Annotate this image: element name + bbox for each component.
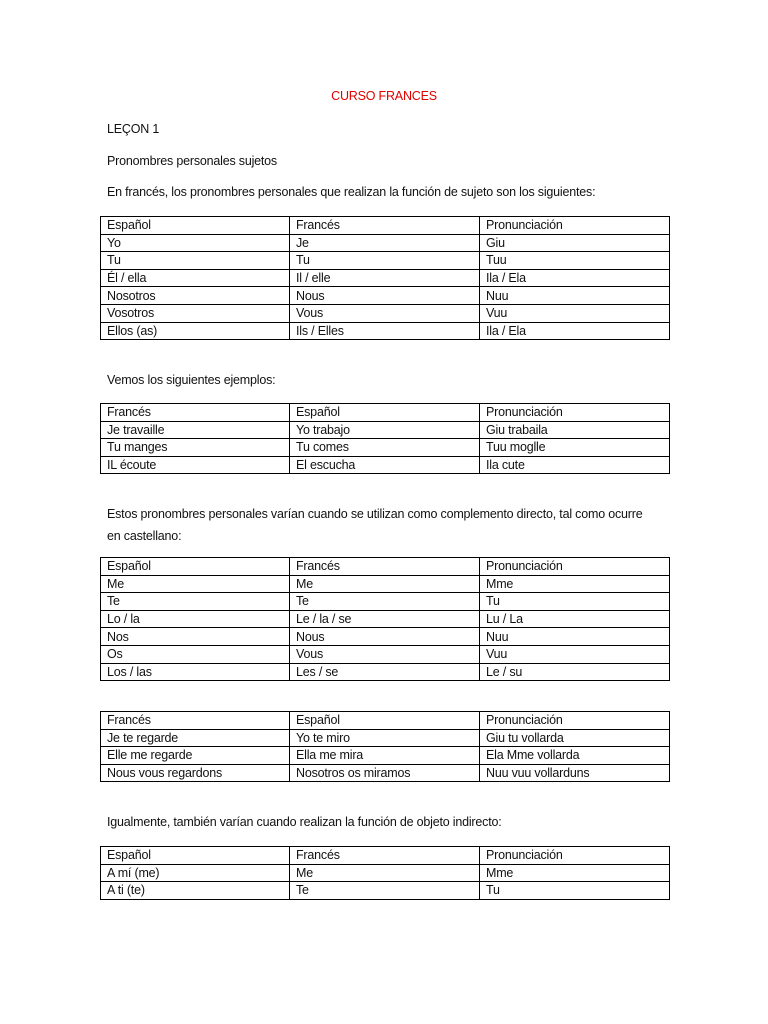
table-row <box>101 610 670 628</box>
table-cell: Ella me mira <box>290 747 480 765</box>
table-cell: Je travaille <box>101 421 290 439</box>
intro-text: En francés, los pronombres personales que realizan la función de sujeto son los siguientes: <box>107 185 596 199</box>
table-cell: Los / las <box>101 663 290 681</box>
table-row <box>101 439 670 457</box>
table-cell: Nuu vuu vollarduns <box>480 764 670 782</box>
table-header-cell: Pronunciación <box>480 712 670 730</box>
table-cell: Vuu <box>480 645 670 663</box>
table-header-cell: Pronunciación <box>480 558 670 576</box>
table-cell: Vous <box>290 304 480 322</box>
table-row <box>101 234 670 252</box>
table-cell: Me <box>290 864 480 882</box>
table-row <box>101 322 670 340</box>
table-header-cell: Pronunciación <box>480 404 670 422</box>
indirect-object-intro-text: Igualmente, también varían cuando realizan la función de objeto indirecto: <box>107 815 502 829</box>
table-cell: Me <box>101 575 290 593</box>
table-cell: Tu <box>290 252 480 270</box>
table-cell: Os <box>101 645 290 663</box>
table-row <box>101 747 670 765</box>
table-cell: Tu manges <box>101 439 290 457</box>
table-cell: Lo / la <box>101 610 290 628</box>
document-title: CURSO FRANCES <box>331 89 437 103</box>
table-cell: Tu <box>480 593 670 611</box>
table-cell: Ils / Elles <box>290 322 480 340</box>
table-cell: Mme <box>480 864 670 882</box>
table-cell: Yo te miro <box>290 729 480 747</box>
table-header-row <box>101 404 670 422</box>
table-cell: Giu tu vollarda <box>480 729 670 747</box>
table-header-cell: Español <box>290 712 480 730</box>
table-header-cell: Pronunciación <box>480 847 670 865</box>
table-cell: El escucha <box>290 456 480 474</box>
table-cell: A ti (te) <box>101 882 290 900</box>
table-cell: Nous <box>290 628 480 646</box>
table-cell: Il / elle <box>290 269 480 287</box>
table-cell: Ila cute <box>480 456 670 474</box>
table-cell: Te <box>290 882 480 900</box>
table-row <box>101 252 670 270</box>
table-cell: Le / la / se <box>290 610 480 628</box>
table-cell: Vosotros <box>101 304 290 322</box>
table-row <box>101 456 670 474</box>
table-row <box>101 269 670 287</box>
table-cell: Vous <box>290 645 480 663</box>
indirect-object-pronouns-table <box>100 846 670 900</box>
table-cell: Vuu <box>480 304 670 322</box>
lesson-heading: LEÇON 1 <box>107 122 160 136</box>
table-row <box>101 645 670 663</box>
table-cell: Nuu <box>480 287 670 305</box>
table-cell: Te <box>101 593 290 611</box>
table-row <box>101 421 670 439</box>
table-cell: Ila / Ela <box>480 322 670 340</box>
table-header-row <box>101 217 670 235</box>
table-cell: Tuu moglle <box>480 439 670 457</box>
table-row <box>101 882 670 900</box>
table-row <box>101 287 670 305</box>
table-header-row <box>101 558 670 576</box>
table-header-cell: Español <box>101 558 290 576</box>
subject-examples-table <box>100 403 670 474</box>
table-cell: A mí (me) <box>101 864 290 882</box>
subject-pronouns-table <box>100 216 670 340</box>
table-header-cell: Francés <box>101 404 290 422</box>
table-cell: Ela Mme vollarda <box>480 747 670 765</box>
table-cell: Él / ella <box>101 269 290 287</box>
table-cell: Yo <box>101 234 290 252</box>
table-cell: Nosotros os miramos <box>290 764 480 782</box>
table-cell: Ellos (as) <box>101 322 290 340</box>
table-cell: Le / su <box>480 663 670 681</box>
table-cell: Les / se <box>290 663 480 681</box>
table-header-cell: Francés <box>290 847 480 865</box>
table-cell: Tuu <box>480 252 670 270</box>
table-row <box>101 628 670 646</box>
table-header-cell: Español <box>101 847 290 865</box>
table-row <box>101 593 670 611</box>
table-cell: IL écoute <box>101 456 290 474</box>
table-header-cell: Francés <box>101 712 290 730</box>
table-cell: Nosotros <box>101 287 290 305</box>
table-cell: Mme <box>480 575 670 593</box>
direct-object-pronouns-table <box>100 557 670 681</box>
table-cell: Nos <box>101 628 290 646</box>
table-cell: Tu <box>101 252 290 270</box>
table-header-cell: Español <box>290 404 480 422</box>
table-row <box>101 764 670 782</box>
table-header-row <box>101 847 670 865</box>
table-cell: Giu trabaila <box>480 421 670 439</box>
table-cell: Lu / La <box>480 610 670 628</box>
table-cell: Je <box>290 234 480 252</box>
table-cell: Nuu <box>480 628 670 646</box>
direct-object-examples-table <box>100 711 670 782</box>
table-header-cell: Español <box>101 217 290 235</box>
table-cell: Me <box>290 575 480 593</box>
table-header-cell: Francés <box>290 217 480 235</box>
section-heading: Pronombres personales sujetos <box>107 154 277 168</box>
table-cell: Te <box>290 593 480 611</box>
table-cell: Ila / Ela <box>480 269 670 287</box>
table-cell: Elle me regarde <box>101 747 290 765</box>
table-cell: Nous <box>290 287 480 305</box>
table-cell: Yo trabajo <box>290 421 480 439</box>
table-row <box>101 575 670 593</box>
table-header-cell: Pronunciación <box>480 217 670 235</box>
table-row <box>101 729 670 747</box>
table-cell: Tu comes <box>290 439 480 457</box>
table-header-cell: Francés <box>290 558 480 576</box>
table-row <box>101 663 670 681</box>
direct-object-intro-text: Estos pronombres personales varían cuando se utilizan como complemento directo, tal como ocurre en castellano: <box>107 507 643 543</box>
table-row <box>101 864 670 882</box>
table-cell: Nous vous regardons <box>101 764 290 782</box>
table-row <box>101 304 670 322</box>
table-cell: Giu <box>480 234 670 252</box>
examples-intro-text: Vemos los siguientes ejemplos: <box>107 373 276 387</box>
table-header-row <box>101 712 670 730</box>
table-cell: Tu <box>480 882 670 900</box>
table-cell: Je te regarde <box>101 729 290 747</box>
